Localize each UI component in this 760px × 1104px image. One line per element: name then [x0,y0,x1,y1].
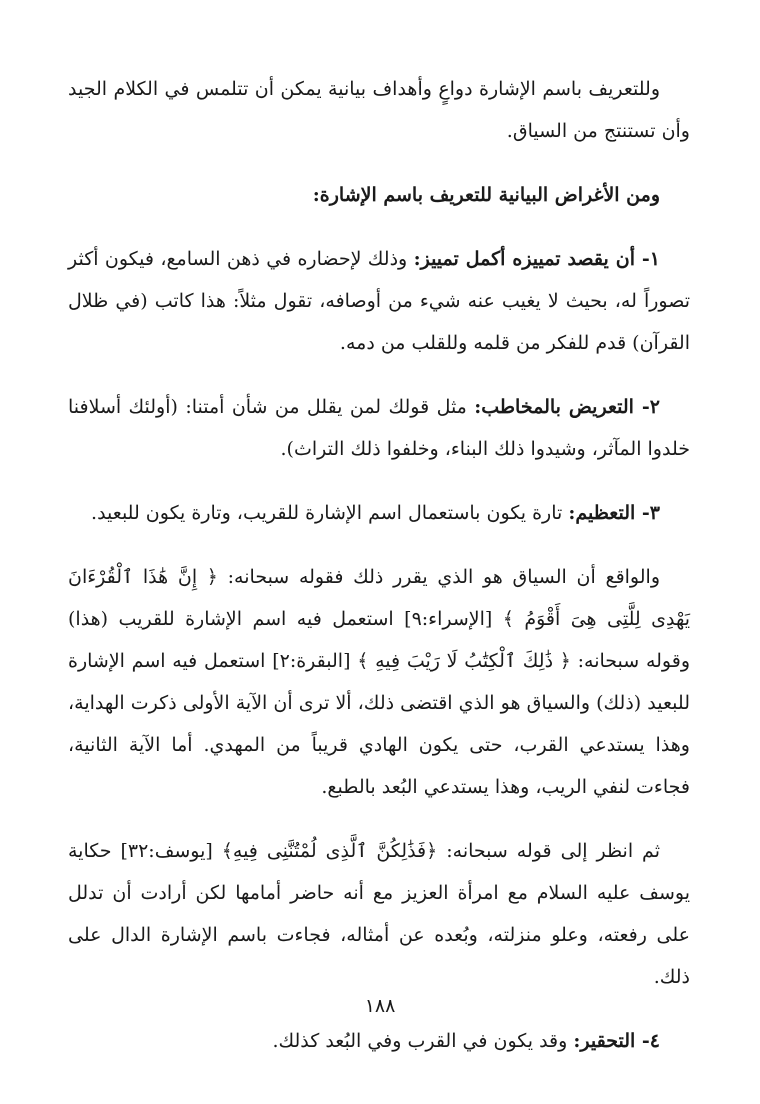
paragraph-intro [68,68,690,152]
paragraph-context-text: والواقع أن السياق هو الذي يقرر ذلك فقوله سبحانه: ﴿ إِنَّ هَٰذَا ٱلْقُرْءَانَ يَهْدِى لِلَّتِى هِىَ أَقْوَمُ ﴾ [الإسراء:٩] استعمل فيه اسم الإشارة للقريب (هذا) وقوله سبحانه: ﴿ ذَٰلِكَ ٱلْكِتَٰبُ لَا رَيْبَ فِيهِ ﴾ [البقرة:٢] استعمل فيه اسم الإشارة للبعيد (ذلك) والسياق هو الذي اقتضى ذلك، ألا ترى أن الآية الأولى ذكرت الهداية، وهذا يستدعي القرب، حتى يكون الهادي قريباً من المهدي. أما الآية الثانية، فجاءت لنفي الريب، وهذا يستدعي البُعد بالطبع. [68,566,691,798]
paragraph-yusuf-text: ثم انظر إلى قوله سبحانه: ﴿فَذَٰلِكُنَّ ٱلَّذِى لُمْتُنَّنِى فِيهِ﴾ [يوسف:٣٢] حكاية يوسف عليه السلام مع امرأة العزيز مع أنه حاضر أمامها لكن أرادت أن تدلل على رفعته، وعلو منزلته، وبُعده عن أمثاله، فجاءت باسم الإشارة الدال على ذلك. [68,840,690,988]
point-4-text: وقد يكون في القرب وفي البُعد كذلك. [272,1030,574,1052]
point-4-lead: ٤- التحقير: [573,1030,660,1052]
page-number: ١٨٨ [364,995,396,1017]
point-3-text: تارة يكون باستعمال اسم الإشارة للقريب، وتارة يكون للبعيد. [91,502,569,524]
point-3-lead: ٣- التعظيم: [568,502,660,524]
paragraph-intro-text: وللتعريف باسم الإشارة دواعٍ وأهداف بيانية يمكن أن تتلمس في الكلام الجيد وأن تستنتج من السياق. [68,78,690,142]
purposes-heading-text: ومن الأغراض البيانية للتعريف باسم الإشارة: [312,184,660,206]
point-2-lead: ٢- التعريض بالمخاطب: [474,396,660,418]
paragraph-point-4 [68,1020,690,1062]
paragraph-purposes-heading [68,174,690,216]
paragraph-yusuf [68,830,690,998]
point-1-text: وذلك لإحضاره في ذهن السامع، فيكون أكثر تصوراً له، بحيث لا يغيب عنه شيء من أوصافه، تقول مثلاً: هذا كاتب (في ظلال القرآن) قدم للفكر من قلمه وللقلب من دمه. [68,248,690,354]
page-body [68,68,690,1084]
paragraph-point-2 [68,386,690,470]
paragraph-point-1 [68,238,690,364]
paragraph-point-3 [68,492,690,534]
point-2-text: مثل قولك لمن يقلل من شأن أمتنا: (أولئك أسلافنا خلدوا المآثر، وشيدوا ذلك البناء، وخلفوا ذلك التراث). [68,396,690,460]
paragraph-context [68,556,690,808]
point-1-lead: ١- أن يقصد تمييزه أكمل تمييز: [413,248,660,270]
